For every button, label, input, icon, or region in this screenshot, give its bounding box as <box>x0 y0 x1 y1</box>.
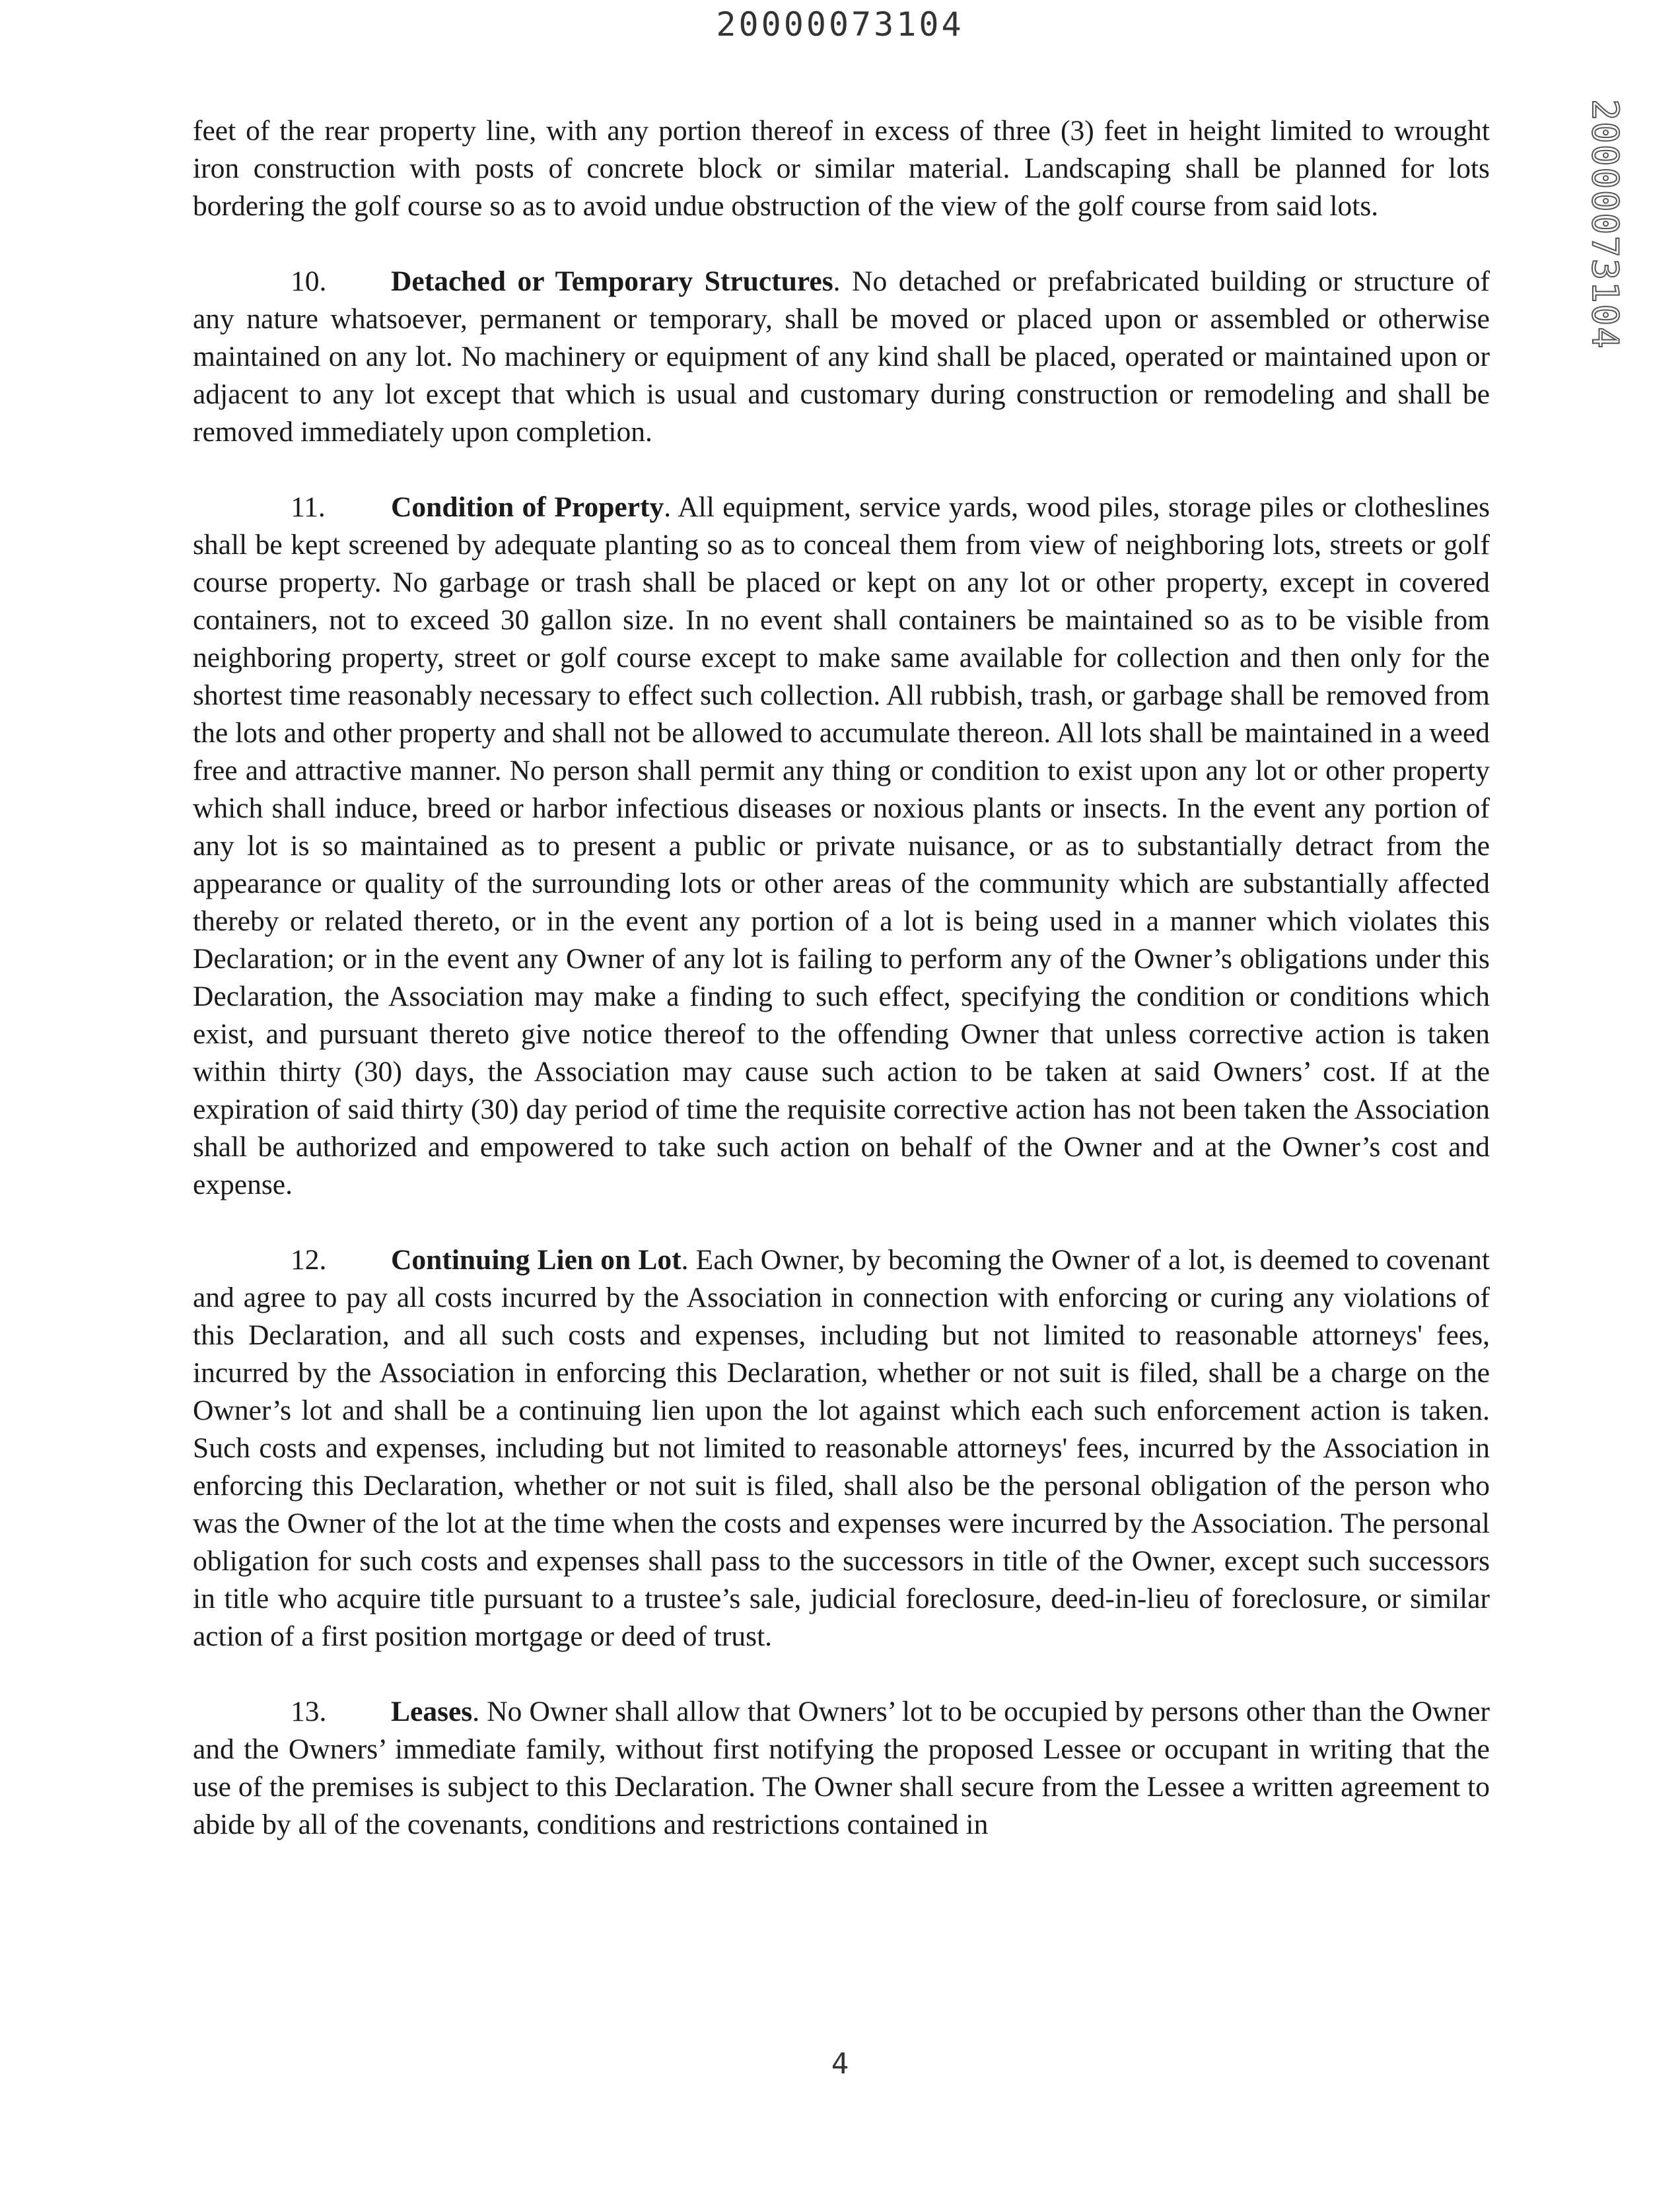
paragraph-continuation <box>193 112 1490 225</box>
section-heading: Condition of Property <box>391 491 664 523</box>
section-number: 11. <box>291 491 326 523</box>
section-heading: Leases <box>391 1696 473 1727</box>
section-13 <box>193 1693 1490 1844</box>
section-text: . Each Owner, by becoming the Owner of a lot, is deemed to covenant and agree to pay all costs incurred by the Association in connection with enforcing or curing any violations of this Declaration, and all such costs and expenses, including but not limited to reasonable attorneys' fees, incurred by the Association in enforcing this Declaration, whether or not suit is filed, shall be a charge on the Owner’s lot and shall be a continuing lien upon the lot against which each such enforcement action is taken. Such costs and expenses, including but not limited to reasonable attorneys' fees, incurred by the Association in enforcing this Declaration, whether or not suit is filed, shall also be the personal obligation of the person who was the Owner of the lot at the time when the costs and expenses were incurred by the Association. The personal obligation for such costs and expenses shall pass to the successors in title of the Owner, except such successors in title who acquire title pursuant to a trustee’s sale, judicial foreclosure, deed-in-lieu of foreclosure, or similar action of a first position mortgage or deed of trust. <box>193 1244 1490 1652</box>
section-text: . All equipment, service yards, wood piles, storage piles or clotheslines shall be kept screened by adequate planting so as to conceal them from view of neighboring lots, streets or golf course property. No garbage or trash shall be placed or kept on any lot or other property, except in covered containers, not to exceed 30 gallon size. In no event shall containers be maintained so as to be visible from neighboring property, street or golf course except to make same available for collection and then only for the shortest time reasonably necessary to effect such collection. All rubbish, trash, or garbage shall be removed from the lots and other property and shall not be allowed to accumulate thereon. All lots shall be maintained in a weed free and attractive manner. No person shall permit any thing or condition to exist upon any lot or other property which shall induce, breed or harbor infectious diseases or noxious plants or insects. In the event any portion of any lot is so maintained as to present a public or private nuisance, or as to substantially detract from the appearance or quality of the surrounding lots or other areas of the community which are substantially affected thereby or related thereto, or in the event any portion of a lot is being used in a manner which violates this Declaration; or in the event any Owner of any lot is failing to perform any of the Owner’s obligations under this Declaration, the Association may make a finding to such effect, specifying the condition or conditions which exist, and pursuant thereto give notice thereof to the offending Owner that unless corrective action is taken within thirty (30) days, the Association may cause such action to be taken at said Owners’ cost. If at the expiration of said thirty (30) day period of time the requisite corrective action has not been taken the Association shall be authorized and empowered to take such action on behalf of the Owner and at the Owner’s cost and expense. <box>193 491 1490 1200</box>
section-heading: Continuing Lien on Lot <box>391 1244 682 1276</box>
section-number: 10. <box>291 265 327 297</box>
section-text: . No Owner shall allow that Owners’ lot to be occupied by persons other than the Owner and the Owners’ immediate family, without first notifying the proposed Lessee or occupant in writing that the use of the premises is subject to this Declaration. The Owner shall secure from the Lessee a written agreement to abide by all of the covenants, conditions and restrictions contained in <box>193 1696 1490 1840</box>
section-text: . No detached or prefabricated building or structure of any nature whatsoever, permanent or temporary, shall be moved or placed upon or assembled or otherwise maintained on any lot. No machinery or equipment of any kind shall be placed, operated or maintained upon or adjacent to any lot except that which is usual and customary during construction or remodeling and shall be removed immediately upon completion. <box>193 265 1490 448</box>
section-heading: Detached or Temporary Structures <box>391 265 833 297</box>
section-10 <box>193 263 1490 451</box>
document-body <box>193 112 1490 1881</box>
side-recording-stamp <box>1582 99 1628 350</box>
document-number-header: 20000073104 <box>716 5 964 44</box>
page-number: 4 <box>831 2047 849 2081</box>
section-number: 13. <box>291 1696 327 1727</box>
paragraph-text: feet of the rear property line, with any portion thereof in excess of three (3) feet in height limited to wrought iron construction with posts of concrete block or similar material. Landscaping shall be planned for lots bordering the golf course so as to avoid undue obstruction of the view of the golf course from said lots. <box>193 115 1490 222</box>
side-recording-stamp-text: 20000073104 <box>1584 99 1626 350</box>
section-number: 12. <box>291 1244 327 1276</box>
section-11 <box>193 489 1490 1204</box>
section-12 <box>193 1241 1490 1655</box>
